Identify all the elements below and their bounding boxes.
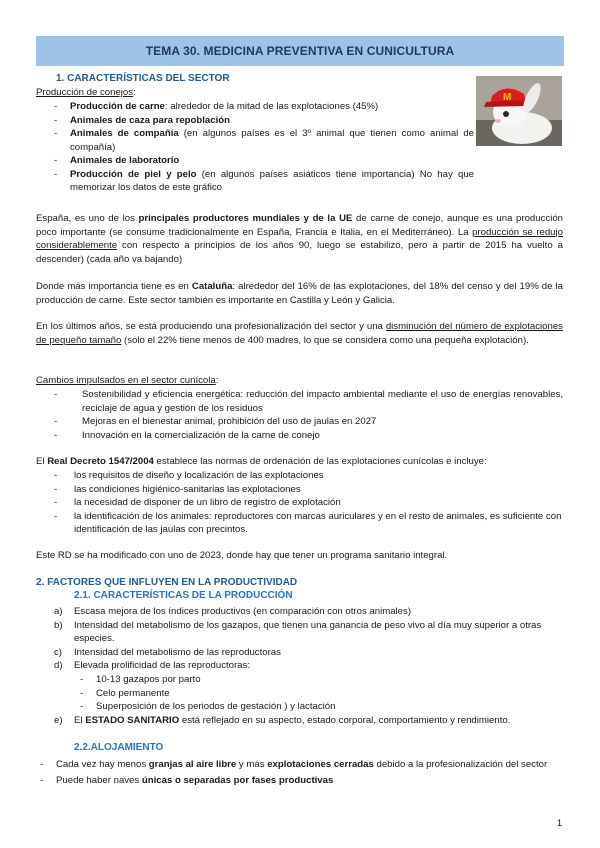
item-text: (en algunos países es el 3º animal que tienen como animal de compañía): [70, 128, 475, 153]
changes-label: Cambios impulsados en el sector cunícola:: [36, 375, 219, 386]
list-marker: c): [54, 646, 62, 658]
item-bold-text: Animales de caza para repoblación: [70, 114, 230, 126]
item-text: (en algunos países asiáticos tiene importancia) No hay que memorizar los datos de este gráfico: [70, 168, 474, 193]
item-text: Intensidad del metabolismo de las reproductoras: [74, 646, 281, 658]
subsection-2-2-heading: 2.2.ALOJAMIENTO: [74, 742, 164, 753]
list-item: - Puede haber naves únicas o separadas por fases productivas: [36, 774, 563, 788]
list-item: - los requisitos de diseño y localización de las explotaciones: [50, 469, 563, 483]
factors-list-e: [54, 714, 563, 728]
paragraph-spain: España, es uno de los principales productores mundiales y de la UE de carne de conejo, aunque es una producción poco importante (se consume tradicionalmente en España, Francia e Italia, en el Mediterráneo). La producción se redujo considerablemente con respecto a principios de los años 90, luego se estabilizo, pero a partir de 2015 ha vuelto a descender) (cada año va bajando): [36, 213, 563, 265]
list-item: - Cada vez hay menos granjas al aire libre y más explotaciones cerradas debido a la profesionalización del sector: [36, 758, 563, 772]
paragraph-professionalization: En los últimos años, se está produciendo una profesionalización del sector y una disminución del número de explotaciones de pequeño tamaño (solo el 22% tiene menos de 400 madres, lo que se considera como una pequeña explotación).: [36, 321, 563, 346]
list-item: - Sostenibilidad y eficiencia energética: reducción del impacto ambiental mediante el uso de energías renovables, reciclaje de agua y gestión de los residuos: [50, 388, 563, 415]
real-decreto-list: [50, 469, 563, 537]
production-label-colon: :: [133, 87, 136, 98]
list-item: - Celo permanente: [76, 687, 556, 701]
paragraph-rd-modification: Este RD se ha modificado con uno de 2023, donde hay que tener un programa sanitario integral.: [36, 550, 448, 561]
item-bold-text: Producción de carne: [70, 101, 165, 112]
section-2-heading: 2. FACTORES QUE INFLUYEN EN LA PRODUCTIVIDAD: [36, 577, 298, 588]
page-number: 1: [556, 818, 562, 828]
production-label: [36, 86, 476, 100]
paragraph-catalonia: Donde más importancia tiene es en Cataluña: alrededor del 16% de las explotaciones, del 18% del censo y del 19% de la producción de carne. Este sector también es importante en Castilla y León y Galicia.: [36, 281, 563, 306]
list-item: [50, 154, 474, 168]
list-item: [50, 127, 474, 154]
list-item: - Innovación en la comercialización de la carne de conejo: [50, 429, 563, 443]
list-item: [50, 100, 474, 114]
item-bold-text: Animales de laboratorio: [70, 155, 180, 166]
list-item: - 10-13 gazapos por parto: [76, 673, 556, 687]
title-banner: [36, 36, 564, 66]
paragraph-real-decreto: El Real Decreto 1547/2004 establece las normas de ordenación de las explotaciones cunícolas e incluye:: [36, 456, 487, 467]
subsection-2-1-heading: 2.1. CARACTERÍSTICAS DE LA PRODUCCIÓN: [74, 590, 293, 601]
item-text: Elevada prolificidad de las reproductoras:: [74, 660, 250, 671]
list-item: [54, 646, 563, 660]
item-bold-text: Animales de compañía: [70, 128, 179, 139]
list-marker: d): [54, 660, 63, 671]
production-list: [50, 100, 474, 195]
list-item: - la identificación de los animales: reproductores con marcas auriculares y en el resto de animales, es suficiente con identificación de las jaulas con precintos.: [50, 510, 563, 537]
changes-list: [50, 388, 563, 442]
list-marker: a): [54, 606, 63, 617]
item-text: Escasa mejora de los índices productivos (en comparación con otros animales): [74, 606, 412, 617]
list-item: [54, 619, 563, 646]
list-item: - Mejoras en el bienestar animal, prohibición del uso de jaulas en 2027: [50, 415, 563, 429]
list-marker: b): [54, 619, 63, 631]
rabbit-photo: [476, 76, 562, 146]
list-item: [54, 659, 563, 673]
list-item: - las condiciones higiénico-sanitarias las explotaciones: [50, 483, 563, 497]
production-label-text: Producción de conejos: [36, 87, 134, 98]
list-item: [50, 114, 474, 128]
list-item: [54, 605, 563, 619]
list-item: - Superposición de los periodos de gestación ) y lactación: [76, 700, 556, 714]
cap-logo: M: [503, 92, 512, 103]
item-bold-text: Producción de piel y pelo: [70, 168, 197, 180]
item-text: : alrededor de la mitad de las explotaciones (45%): [164, 101, 379, 112]
list-item: - la necesidad de disponer de un libro de registro de explotación: [50, 496, 563, 510]
list-item: e) El ESTADO SANITARIO está reflejado en su aspecto, estado corporal, comportamiento y rendimiento.: [54, 715, 511, 726]
section-1-heading: 1. CARACTERÍSTICAS DEL SECTOR: [56, 73, 230, 84]
list-item: [50, 168, 474, 195]
item-text: Intensidad del metabolismo de los gazapos, que tienen una ganancia de peso vivo al día muy superior a otras especies.: [74, 619, 542, 644]
prolificacy-sublist: [76, 673, 556, 714]
factors-list: [54, 605, 563, 673]
page-title: TEMA 30. MEDICINA PREVENTIVA EN CUNICULTURA: [145, 44, 455, 58]
housing-list: [36, 758, 563, 787]
